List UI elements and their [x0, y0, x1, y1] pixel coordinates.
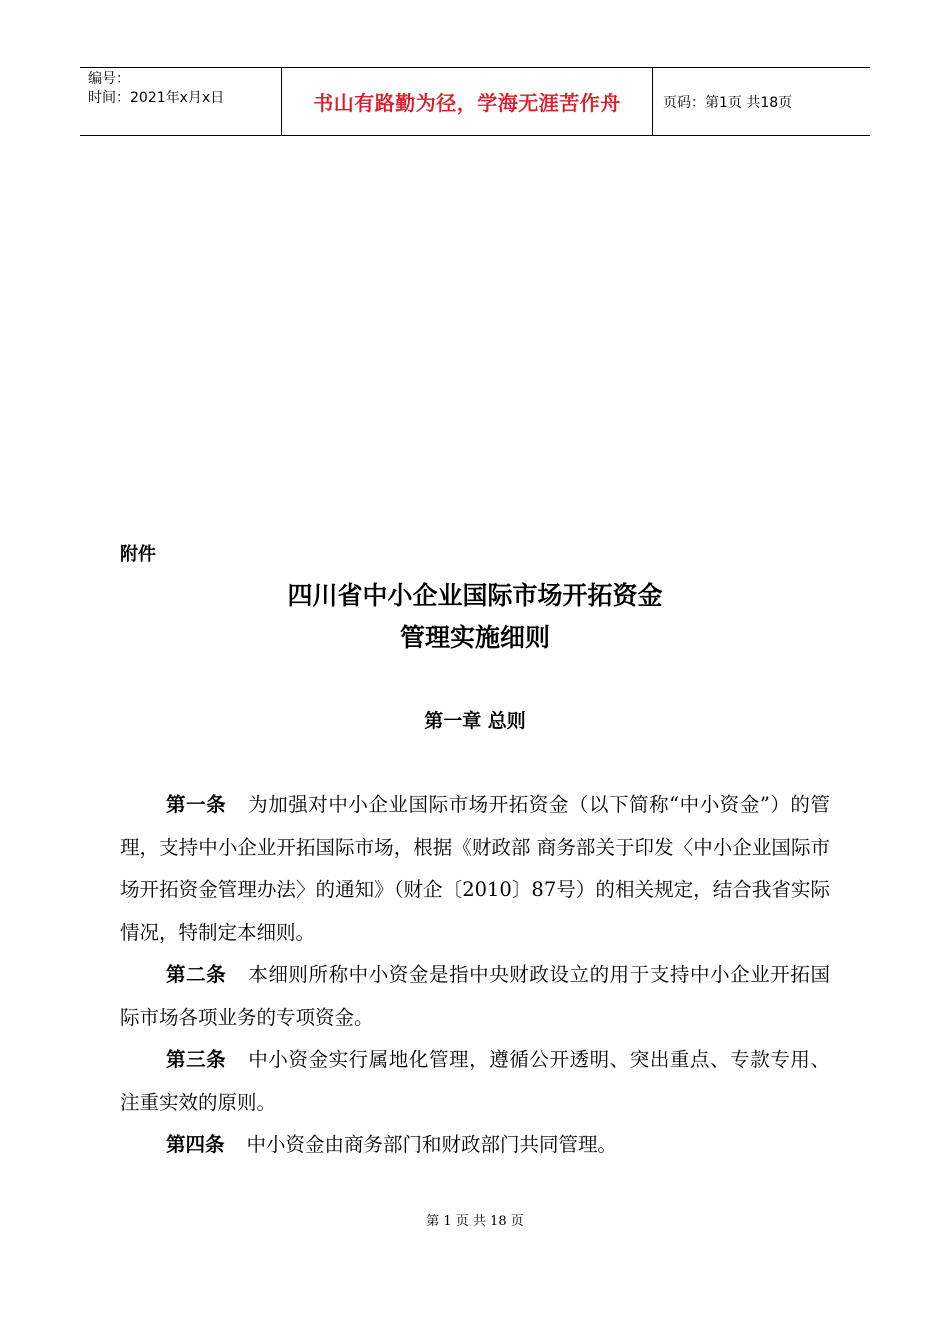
article-label: 第一条	[166, 793, 227, 816]
header-meta-cell	[80, 68, 281, 135]
attachment-label: 附件	[120, 544, 156, 565]
header-page-info: 页码：第1页 共18页	[663, 94, 793, 111]
article-text: 为加强对中小企业国际市场开拓资金（以下简称“中小资金”）的管理，支持中小企业开拓国际市场，根据《财政部 商务部关于印发〈中小企业国际市场开拓资金管理办法〉的通知》（财企〔2010〕87号）的相关规定，结合我省实际情况，特制定本细则。	[120, 793, 830, 944]
article-text: 中小资金实行属地化管理，遵循公开透明、突出重点、专款专用、注重实效的原则。	[120, 1048, 830, 1114]
document-title-line1: 四川省中小企业国际市场开拓资金	[287, 581, 663, 610]
article-4	[120, 1124, 830, 1167]
header-motto: 书山有路勤为径，学海无涯苦作舟	[281, 68, 653, 135]
chapter-title: 第一章 总则	[424, 710, 526, 732]
article-2	[120, 954, 830, 1039]
article-3	[120, 1039, 830, 1124]
document-title-line2: 管理实施细则	[399, 623, 550, 652]
document-body	[120, 784, 830, 1167]
article-label: 第四条	[166, 1133, 225, 1156]
page-footer: 第 1 页 共 18 页	[426, 1214, 524, 1229]
number-label: 编号：	[88, 71, 130, 87]
article-text: 本细则所称中小资金是指中央财政设立的用于支持中小企业开拓国际市场各项业务的专项资金。	[120, 963, 830, 1029]
article-label: 第三条	[166, 1048, 227, 1071]
article-label: 第二条	[166, 963, 227, 986]
document-header	[80, 67, 870, 136]
time-label: 时间：2021年x月x日	[88, 90, 225, 106]
article-1	[120, 784, 830, 954]
article-text: 中小资金由商务部门和财政部门共同管理。	[246, 1133, 618, 1156]
